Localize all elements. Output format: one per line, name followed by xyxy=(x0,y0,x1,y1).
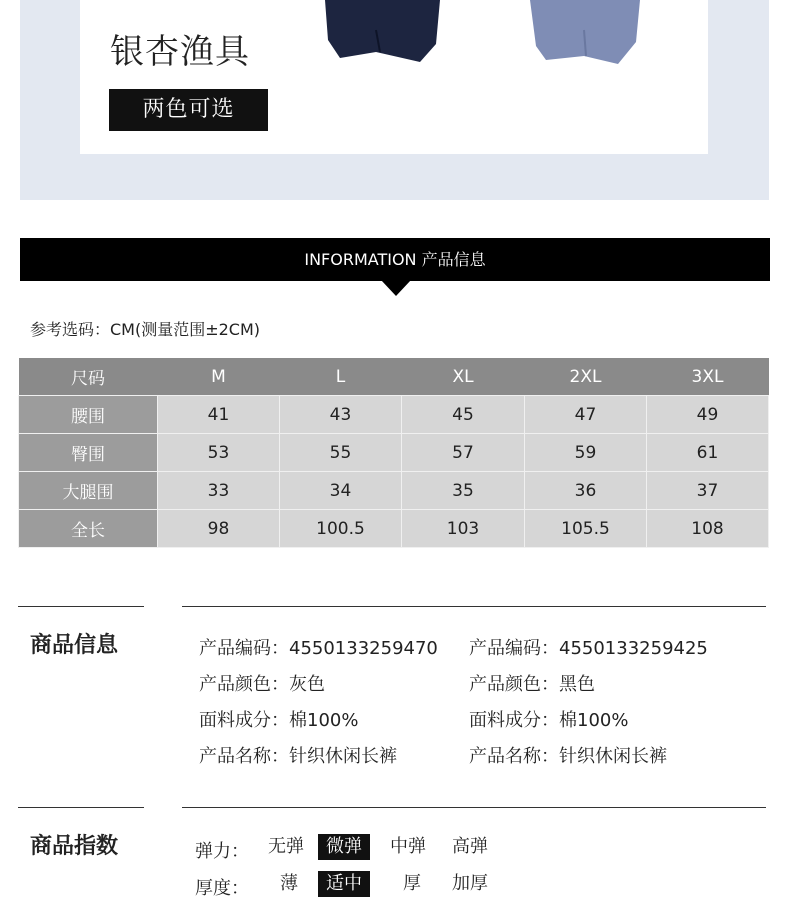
information-arrow xyxy=(381,280,411,296)
table-row xyxy=(19,396,769,434)
table-row xyxy=(19,510,769,548)
size-header-cell: M xyxy=(158,358,280,396)
table-cell: 57 xyxy=(402,434,525,472)
table-cell: 105.5 xyxy=(525,510,647,548)
elasticity-label: 弹力： xyxy=(195,841,249,862)
elasticity-option: 高弹 xyxy=(452,836,488,857)
color-option-badge: 两色可选 xyxy=(109,89,268,131)
thickness-option: 加厚 xyxy=(452,873,488,894)
hero-card xyxy=(80,0,708,154)
table-cell: 103 xyxy=(402,510,525,548)
table-cell: 36 xyxy=(525,472,647,510)
size-header-cell: 2XL xyxy=(525,358,647,396)
section-divider-short xyxy=(18,807,144,808)
table-cell: 35 xyxy=(402,472,525,510)
size-header-cell: 3XL xyxy=(647,358,769,396)
product-spec-left: 面料成分：棉100% xyxy=(199,710,359,731)
product-spec-right: 面料成分：棉100% xyxy=(469,710,629,731)
size-header-cell: XL xyxy=(402,358,525,396)
table-cell: 33 xyxy=(158,472,280,510)
table-row xyxy=(19,434,769,472)
table-cell: 34 xyxy=(280,472,402,510)
row-label: 腰围 xyxy=(19,396,158,434)
row-label: 大腿围 xyxy=(19,472,158,510)
section-divider-long xyxy=(182,807,766,808)
size-header-cell: L xyxy=(280,358,402,396)
section-divider-long xyxy=(182,606,766,607)
table-cell: 49 xyxy=(647,396,769,434)
brand-name: 银杏渔具 xyxy=(110,32,250,72)
table-row xyxy=(19,472,769,510)
table-cell: 108 xyxy=(647,510,769,548)
size-table xyxy=(18,358,769,548)
section-divider-short xyxy=(18,606,144,607)
product-info-title: 商品信息 xyxy=(30,633,119,658)
table-cell: 98 xyxy=(158,510,280,548)
information-header: INFORMATION 产品信息 xyxy=(20,238,770,281)
table-cell: 59 xyxy=(525,434,647,472)
thickness-option-selected: 适中 xyxy=(318,871,370,897)
table-cell: 61 xyxy=(647,434,769,472)
table-cell: 45 xyxy=(402,396,525,434)
row-label: 全长 xyxy=(19,510,158,548)
product-spec-right: 产品名称：针织休闲长裤 xyxy=(469,746,667,767)
table-cell: 55 xyxy=(280,434,402,472)
table-cell: 37 xyxy=(647,472,769,510)
product-index-title: 商品指数 xyxy=(30,834,119,859)
product-spec-right: 产品颜色：黑色 xyxy=(469,674,595,695)
elasticity-option-selected: 微弹 xyxy=(318,834,370,860)
navy-pants-image xyxy=(320,0,445,64)
product-spec-left: 产品颜色：灰色 xyxy=(199,674,325,695)
thickness-option: 厚 xyxy=(403,873,421,894)
size-reference-note: 参考选码：CM(测量范围±2CM) xyxy=(30,320,261,339)
table-cell: 47 xyxy=(525,396,647,434)
table-cell: 43 xyxy=(280,396,402,434)
heather-blue-pants-image xyxy=(522,0,647,70)
table-cell: 100.5 xyxy=(280,510,402,548)
product-spec-left: 产品名称：针织休闲长裤 xyxy=(199,746,397,767)
size-table-header-row xyxy=(19,358,769,396)
elasticity-option: 无弹 xyxy=(268,836,304,857)
thickness-label: 厚度： xyxy=(195,878,249,899)
product-spec-left: 产品编码：4550133259470 xyxy=(199,638,438,659)
table-cell: 41 xyxy=(158,396,280,434)
thickness-option: 薄 xyxy=(280,873,298,894)
elasticity-option: 中弹 xyxy=(390,836,426,857)
row-label: 臀围 xyxy=(19,434,158,472)
table-cell: 53 xyxy=(158,434,280,472)
size-header-cell: 尺码 xyxy=(19,358,158,396)
product-spec-right: 产品编码：4550133259425 xyxy=(469,638,708,659)
